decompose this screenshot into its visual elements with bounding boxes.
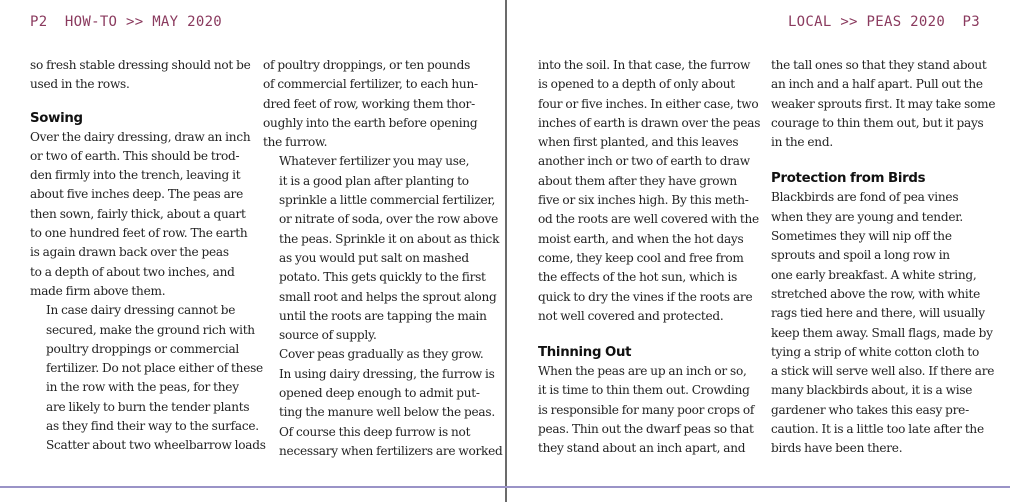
text-line: it is a good plan after planting to xyxy=(279,173,469,188)
bottom-rule xyxy=(0,486,1010,488)
text-line: to one hundred feet of row. The earth xyxy=(30,226,248,241)
text-line: so fresh stable dressing should not be xyxy=(30,58,251,72)
text-line: then sown, fairly thick, about a quart xyxy=(30,206,246,221)
text-line: they stand about an inch apart, and xyxy=(538,441,746,456)
text-line: five or six inches high. By this meth- xyxy=(538,193,749,208)
text-line: sprouts and spoil a long row in xyxy=(771,248,950,263)
text-line: about them after they have grown xyxy=(538,173,737,188)
text-line: many blackbirds about, it is a wise xyxy=(771,383,973,398)
text-line: small root and helps the sprout along xyxy=(279,289,497,304)
paragraph xyxy=(263,56,498,152)
text-line: when they are young and tender. xyxy=(771,209,964,224)
text-line: When the peas are up an inch or so, xyxy=(538,364,747,379)
text-line: Over the dairy dressing, draw an inch xyxy=(30,129,251,144)
paragraph xyxy=(30,301,265,455)
text-line: ting the manure well below the peas. xyxy=(279,405,495,420)
text-line: it is time to thin them out. Crowding xyxy=(538,383,750,398)
text-line: of poultry droppings, or ten pounds xyxy=(263,58,471,72)
text-line: inches of earth is drawn over the peas xyxy=(538,115,761,130)
text-line: Whatever fertilizer you may use, xyxy=(279,154,470,169)
text-line: courage to thin them out, but it pays xyxy=(771,115,984,130)
text-line: into the soil. In that case, the furrow xyxy=(538,58,751,72)
text-line: birds have been there. xyxy=(771,441,903,456)
text-line: in the row with the peas, for they xyxy=(46,380,239,395)
text-line: necessary when fertilizers are worked xyxy=(279,443,503,458)
text-line: dred feet of row, working them thor- xyxy=(263,96,475,111)
text-line: come, they keep cool and free from xyxy=(538,250,744,265)
text-line: four or five inches. In either case, two xyxy=(538,96,759,111)
text-line: In case dairy dressing cannot be xyxy=(46,303,236,318)
text-line: an inch and a half apart. Pull out the xyxy=(771,77,983,92)
column-4 xyxy=(771,56,1006,459)
text-line: source of supply. xyxy=(279,328,377,343)
text-line: rags tied here and there, will usually xyxy=(771,306,985,321)
paragraph xyxy=(771,56,1006,152)
column-3 xyxy=(538,56,773,459)
text-line: In using dairy dressing, the furrow is xyxy=(279,366,495,381)
text-line: Scatter about two wheelbarrow loads xyxy=(46,438,266,453)
text-line: is responsible for many poor crops of xyxy=(538,402,755,417)
text-line: used in the rows. xyxy=(30,77,130,92)
text-line: another inch or two of earth to draw xyxy=(538,154,750,169)
text-line: to a depth of about two inches, and xyxy=(30,264,235,279)
text-line: caution. It is a little too late after the xyxy=(771,422,984,437)
text-line: the tall ones so that they stand about xyxy=(771,58,987,72)
text-line: fertilizer. Do not place either of these xyxy=(46,361,263,376)
text-line: opened deep enough to admit put- xyxy=(279,386,480,401)
text-line: Of course this deep furrow is not xyxy=(279,424,471,439)
text-line: in the end. xyxy=(771,135,833,150)
text-line: secured, make the ground rich with xyxy=(46,322,255,337)
text-line: gardener who takes this easy pre- xyxy=(771,402,969,417)
text-line: tying a strip of white cotton cloth to xyxy=(771,344,980,359)
text-line: one early breakfast. A white string, xyxy=(771,267,977,282)
text-line: of commercial fertilizer, to each hun- xyxy=(263,77,478,92)
text-line: as they find their way to the surface. xyxy=(46,419,259,434)
section-heading-thinning-out: Thinning Out xyxy=(538,345,632,361)
text-line: the effects of the hot sun, which is xyxy=(538,270,738,285)
paragraph xyxy=(538,56,773,326)
text-line: stretched above the row, with white xyxy=(771,286,981,301)
text-line: the peas. Sprinkle it on about as thick xyxy=(279,231,500,246)
text-line: made firm above them. xyxy=(30,283,166,298)
paragraph xyxy=(771,188,1006,458)
right-page-header: LOCAL >> PEAS 2020 P3 xyxy=(787,14,980,30)
text-line: the furrow. xyxy=(263,135,328,150)
section-heading-protection-from-birds: Protection from Birds xyxy=(771,171,926,187)
paragraph xyxy=(30,56,265,95)
text-line: or two of earth. This should be trod- xyxy=(30,148,240,163)
text-line: moist earth, and when the hot days xyxy=(538,231,744,246)
text-line: not well covered and protected. xyxy=(538,308,724,323)
column-2 xyxy=(263,56,503,461)
text-line: Sometimes they will nip off the xyxy=(771,229,952,244)
text-line: quick to dry the vines if the roots are xyxy=(538,289,753,304)
left-page-header: P2 HOW-TO >> MAY 2020 xyxy=(30,14,223,30)
text-line: den firmly into the trench, leaving it xyxy=(30,168,241,183)
text-line: or nitrate of soda, over the row above xyxy=(279,212,499,227)
page-spine-divider xyxy=(505,0,507,502)
text-line: od the roots are well covered with the xyxy=(538,212,759,227)
paragraph xyxy=(263,152,498,345)
text-line: potato. This gets quickly to the first xyxy=(279,270,486,285)
paragraph xyxy=(263,345,503,461)
text-line: when first planted, and this leaves xyxy=(538,135,739,150)
text-line: oughly into the earth before opening xyxy=(263,115,478,130)
paragraph xyxy=(538,362,773,458)
section-heading-sowing: Sowing xyxy=(30,110,83,126)
text-line: as you would put salt on mashed xyxy=(279,250,469,265)
text-line: a stick will serve well also. If there are xyxy=(771,364,995,379)
text-line: weaker sprouts first. It may take some xyxy=(771,96,996,111)
text-line: poultry droppings or commercial xyxy=(46,341,240,356)
text-line: Blackbirds are fond of pea vines xyxy=(771,190,959,205)
text-line: is again drawn back over the peas xyxy=(30,245,229,260)
text-line: are likely to burn the tender plants xyxy=(46,399,250,414)
text-line: Cover peas gradually as they grow. xyxy=(279,347,484,362)
text-line: peas. Thin out the dwarf peas so that xyxy=(538,422,754,437)
text-line: keep them away. Small flags, made by xyxy=(771,325,993,340)
column-1 xyxy=(30,56,265,456)
text-line: sprinkle a little commercial fertilizer, xyxy=(279,193,496,208)
text-line: until the roots are tapping the main xyxy=(279,308,487,323)
text-line: is opened to a depth of only about xyxy=(538,77,735,92)
text-line: about five inches deep. The peas are xyxy=(30,187,243,202)
paragraph xyxy=(30,128,265,302)
